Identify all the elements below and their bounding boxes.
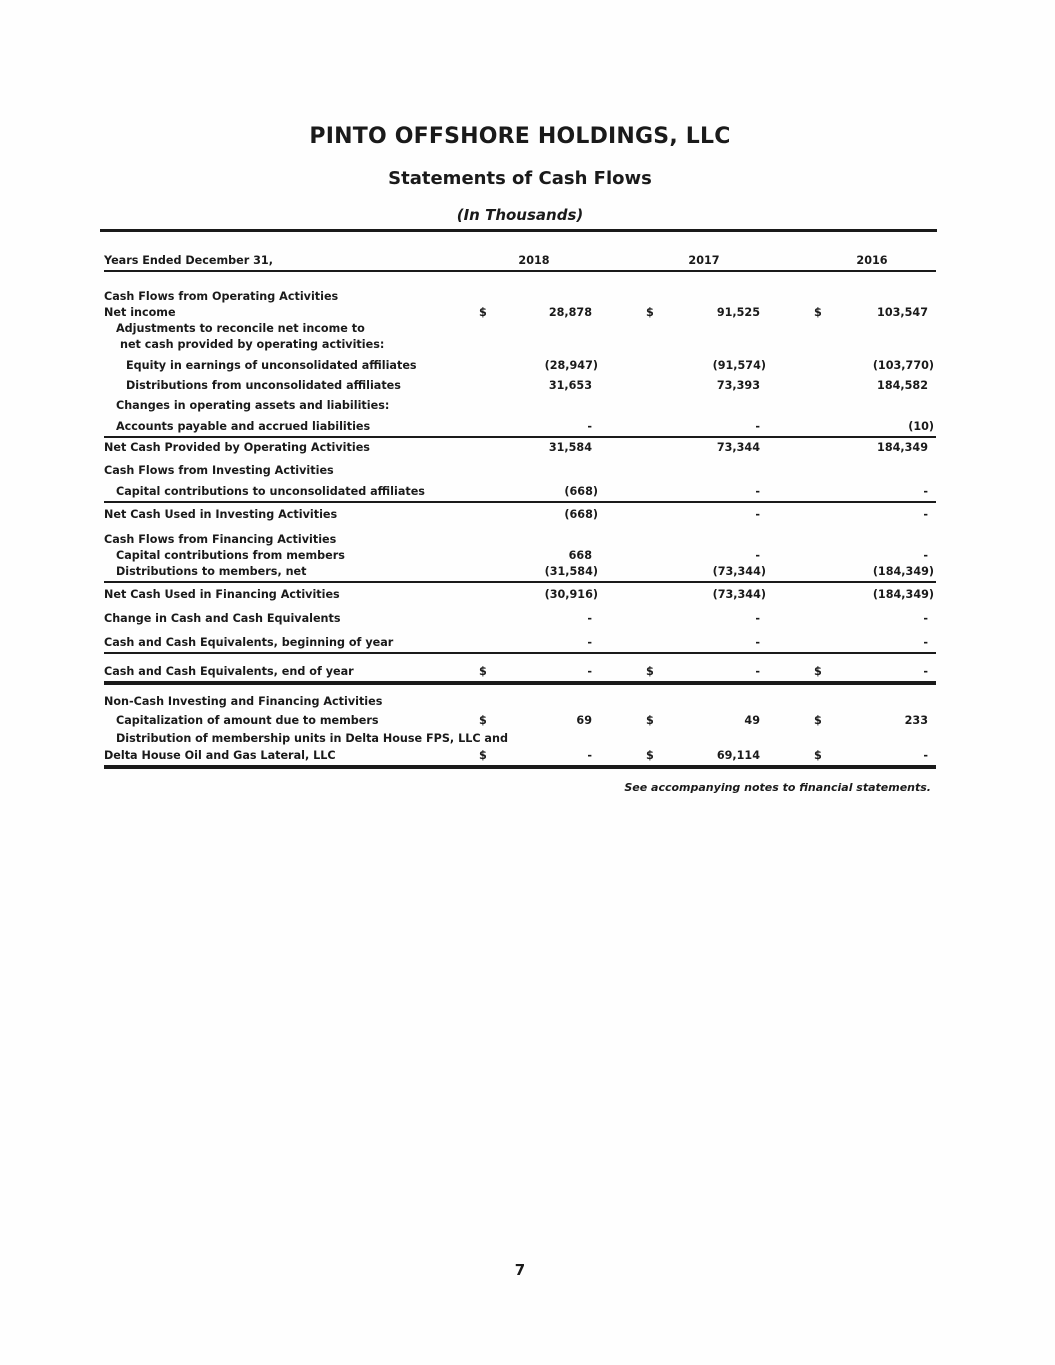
value-cell: 31,653	[548, 379, 592, 392]
year-header-2016: 2016	[856, 254, 888, 267]
header-rule	[104, 270, 936, 272]
currency-symbol: $	[646, 714, 654, 727]
value-cell: 73,344	[716, 441, 760, 454]
table-row	[104, 485, 936, 501]
value-cell: -	[755, 485, 760, 498]
year-header-2018: 2018	[518, 254, 550, 267]
currency-symbol: $	[479, 714, 487, 727]
value-cell: (31,584)	[544, 565, 598, 578]
value-cell: (73,344)	[712, 565, 766, 578]
table-row	[104, 306, 936, 322]
company-title: PINTO OFFSHORE HOLDINGS, LLC	[309, 124, 731, 149]
table-row	[104, 533, 936, 549]
row-label: Capital contributions to unconsolidated affiliates	[116, 485, 425, 498]
row-label: net cash provided by operating activities:	[120, 338, 385, 351]
value-cell: -	[755, 420, 760, 433]
currency-symbol: $	[479, 665, 487, 678]
table-row	[104, 714, 936, 730]
footnote: See accompanying notes to financial statements.	[624, 781, 931, 794]
page-number: 7	[514, 1261, 526, 1279]
value-cell: (668)	[564, 508, 598, 521]
currency-symbol: $	[646, 306, 654, 319]
row-label: Accounts payable and accrued liabilities	[116, 420, 371, 433]
table-row	[104, 464, 936, 480]
currency-symbol: $	[646, 749, 654, 762]
value-cell: 49	[744, 714, 760, 727]
row-label: Cash Flows from Financing Activities	[104, 533, 337, 546]
row-label: Capital contributions from members	[116, 549, 345, 562]
row-label: Delta House Oil and Gas Lateral, LLC	[104, 749, 336, 762]
value-cell: -	[755, 612, 760, 625]
table-row	[104, 338, 936, 354]
row-label: Net Cash Used in Financing Activities	[104, 588, 340, 601]
value-cell: (184,349)	[872, 565, 934, 578]
value-cell: 103,547	[877, 306, 928, 319]
table-row	[104, 612, 936, 628]
value-cell: 31,584	[548, 441, 592, 454]
value-cell: 69	[576, 714, 592, 727]
value-cell: 28,878	[548, 306, 592, 319]
value-cell: (28,947)	[544, 359, 598, 372]
value-cell: (184,349)	[872, 588, 934, 601]
value-cell: (10)	[908, 420, 934, 433]
row-label: Net Cash Provided by Operating Activities	[104, 441, 370, 454]
table-row	[104, 636, 936, 652]
value-cell: -	[923, 485, 928, 498]
row-label: Net income	[104, 306, 176, 319]
row-rule	[104, 683, 936, 685]
value-cell: -	[923, 612, 928, 625]
table-row	[104, 565, 936, 581]
units-caption: (In Thousands)	[456, 206, 584, 224]
row-label: Equity in earnings of unconsolidated affiliates	[126, 359, 417, 372]
value-cell: -	[923, 749, 928, 762]
row-label: Distributions from unconsolidated affiliates	[126, 379, 401, 392]
year-header-2017: 2017	[688, 254, 720, 267]
statement-title: Statements of Cash Flows	[388, 168, 652, 189]
row-label: Capitalization of amount due to members	[116, 714, 379, 727]
column-header-row	[104, 254, 936, 270]
row-label: Distribution of membership units in Delta House FPS, LLC and	[116, 732, 508, 745]
value-cell: -	[755, 549, 760, 562]
row-rule	[104, 501, 936, 503]
table-row	[104, 732, 936, 748]
value-cell: (91,574)	[712, 359, 766, 372]
row-label: Non-Cash Investing and Financing Activities	[104, 695, 383, 708]
currency-symbol: $	[814, 665, 822, 678]
row-rule	[104, 767, 936, 769]
currency-symbol: $	[814, 306, 822, 319]
table-row	[104, 399, 936, 415]
row-label: Cash Flows from Operating Activities	[104, 290, 339, 303]
value-cell: -	[755, 508, 760, 521]
value-cell: -	[587, 636, 592, 649]
row-label: Distributions to members, net	[116, 565, 307, 578]
currency-symbol: $	[814, 714, 822, 727]
row-label: Adjustments to reconcile net income to	[116, 322, 365, 335]
value-cell: -	[755, 665, 760, 678]
value-cell: -	[923, 508, 928, 521]
row-rule	[104, 581, 936, 583]
row-label: Change in Cash and Cash Equivalents	[104, 612, 341, 625]
column-header-label: Years Ended December 31,	[104, 254, 273, 267]
currency-symbol: $	[814, 749, 822, 762]
row-label: Cash and Cash Equivalents, end of year	[104, 665, 354, 678]
value-cell: 233	[904, 714, 928, 727]
table-row	[104, 508, 936, 524]
row-rule	[104, 652, 936, 654]
value-cell: 91,525	[716, 306, 760, 319]
table-row	[104, 695, 936, 711]
value-cell: -	[587, 420, 592, 433]
value-cell: -	[587, 612, 592, 625]
row-label: Net Cash Used in Investing Activities	[104, 508, 338, 521]
table-row	[104, 588, 936, 604]
value-cell: 73,393	[716, 379, 760, 392]
row-label: Cash Flows from Investing Activities	[104, 464, 334, 477]
value-cell: 668	[568, 549, 592, 562]
value-cell: (668)	[564, 485, 598, 498]
table-row	[104, 665, 936, 681]
value-cell: 69,114	[716, 749, 760, 762]
value-cell: -	[587, 749, 592, 762]
value-cell: 184,349	[877, 441, 928, 454]
value-cell: -	[587, 665, 592, 678]
table-row	[104, 420, 936, 436]
currency-symbol: $	[646, 665, 654, 678]
table-row	[104, 549, 936, 565]
value-cell: -	[923, 549, 928, 562]
table-row	[104, 290, 936, 306]
row-rule	[104, 436, 936, 438]
value-cell: 184,582	[877, 379, 928, 392]
top-rule	[100, 229, 937, 232]
row-label: Cash and Cash Equivalents, beginning of year	[104, 636, 394, 649]
value-cell: (103,770)	[872, 359, 934, 372]
table-row	[104, 441, 936, 457]
value-cell: (73,344)	[712, 588, 766, 601]
row-label: Changes in operating assets and liabilities:	[116, 399, 390, 412]
value-cell: -	[755, 636, 760, 649]
value-cell: -	[923, 665, 928, 678]
currency-symbol: $	[479, 749, 487, 762]
currency-symbol: $	[479, 306, 487, 319]
table-row	[104, 379, 936, 395]
table-row	[104, 749, 936, 765]
table-row	[104, 322, 936, 338]
value-cell: (30,916)	[544, 588, 598, 601]
table-row	[104, 359, 936, 375]
value-cell: -	[923, 636, 928, 649]
